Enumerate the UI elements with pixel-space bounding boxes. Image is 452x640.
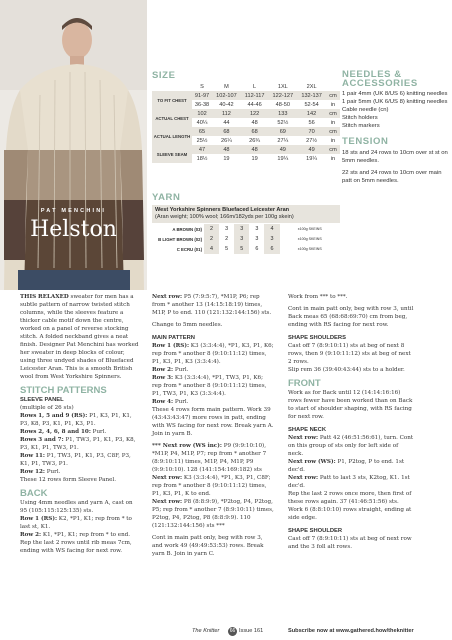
instruction-text: Change to 5mm needles. — [152, 322, 223, 328]
size-col-s: S — [200, 83, 204, 90]
main-pattern-heading: MAIN PATTERN — [152, 335, 195, 341]
instruction-text: Cast off 7 (8:9:10:11) sts at beg of next row and the 3 foll alt rows. — [288, 536, 412, 550]
instruction-text: (multiple of 26 sts) — [20, 405, 74, 411]
needles-sidebar — [342, 70, 448, 185]
instruction-text: Rep the last 2 rows once more, then first of these rows again. 37 (41:46:51:56) sts. — [288, 491, 412, 505]
table-cell: 52-54 — [304, 101, 319, 108]
table-cell: 19 — [223, 155, 230, 162]
table-cell: 65 — [198, 128, 206, 135]
instruction — [20, 539, 140, 555]
list-item: Stitch holders — [342, 115, 378, 121]
instruction-label: Row 11: — [20, 453, 45, 459]
yarn-row-label: A BROWN (03) — [172, 226, 202, 232]
instruction-text: Cast off 7 (8:9:10:11) sts at beg of next 8 rows, then 9 (9:10:11:12) sts at beg of next 2 rows. — [288, 343, 411, 365]
table-cell: 36-38 — [194, 101, 210, 108]
table-cell: 112 — [221, 110, 231, 117]
instruction — [20, 452, 140, 468]
table-cell: 25½ — [196, 137, 208, 144]
instruction-text: Using 4mm needles and yarn A, cast on 95 (105:115:125:135) sts. — [20, 500, 133, 514]
instruction-text: K1, *P1, K1; rep from * to end. — [41, 532, 131, 538]
instruction — [20, 428, 140, 436]
instruction — [288, 305, 414, 329]
instruction-label: Row 1 (RS): — [20, 516, 58, 522]
instruction-label: Row 2: — [20, 532, 42, 538]
instruction-text: Purl. — [173, 399, 189, 405]
yarn-description: (Aran weight; 100% wool; 166m/182yds per 100g skein) — [155, 214, 294, 220]
subscribe-link[interactable]: Subscribe now at www.gathered.how/theknitter — [288, 628, 414, 634]
table-cell: 40¼ — [196, 119, 208, 126]
instruction-text: P1, K3, P1, K1, P3, K8, P3, K1, P1, K3, P1. — [20, 413, 132, 427]
table-cell: 27½ — [306, 137, 318, 144]
instruction — [152, 534, 274, 558]
instruction — [288, 506, 414, 522]
table-cell: 49 — [279, 146, 286, 153]
column-1 — [20, 293, 140, 555]
instruction-label: Next row (WS): — [288, 459, 336, 465]
yarn-row-label: C ECRU (01) — [176, 246, 202, 252]
intro-text: sweater for men has a subtle pattern of narrow twisted stitch columns, while the sleeves feature a thicker cable motif down the centre, worked on a panel of reverse stocking stitch. A folded neckband gives a neat finish. Designer Pat Menchini has worked her sweater in deep blocks of colour, using three undyed shades of Bluefaced Leicester Aran. This is a smooth British wool from West Yorkshire Spinners. — [20, 294, 139, 380]
instruction-label: Next row: — [288, 475, 319, 481]
table-cell: 52½ — [277, 119, 289, 126]
instruction-text: Purl. — [90, 429, 107, 435]
intro-lead: THIS RELAXED — [20, 294, 69, 300]
size-heading: SIZE — [152, 70, 176, 81]
list-item: 1 pair 5mm (UK 6/US 8) knitting needles — [342, 99, 448, 105]
unit-cell: cm — [329, 146, 337, 153]
instruction-label: Next row: — [152, 499, 183, 505]
table-cell: 5 — [234, 244, 249, 254]
table-cell: 19¼ — [306, 155, 318, 162]
table-cell: 4 — [264, 224, 279, 234]
instruction — [152, 498, 274, 530]
table-cell: 102-107 — [216, 92, 237, 99]
instruction — [20, 499, 140, 515]
stitch-patterns-heading: STITCH PATTERNS — [20, 385, 107, 396]
table-cell: 44 — [223, 119, 230, 126]
instruction — [288, 389, 414, 421]
front-heading: FRONT — [288, 378, 321, 389]
instruction-text: Work 6 (8:8:10:10) rows straight, ending at side edge. — [288, 507, 412, 521]
table-cell: 18½ — [196, 155, 208, 162]
table-cell: 40-42 — [219, 101, 234, 108]
instruction — [20, 531, 140, 539]
yarn-title: West Yorkshire Spinners Bluefaced Leicester Aran — [155, 207, 290, 213]
instruction — [20, 404, 140, 412]
table-cell: 48 — [251, 146, 258, 153]
instruction — [152, 342, 274, 366]
instruction-label: *** Next row (WS inc): — [152, 443, 222, 449]
instruction-label: Next row: — [152, 475, 183, 481]
instruction-text: Rep the last 2 rows until rib meas 7cm, ending with WS facing for next row. — [20, 540, 132, 554]
table-cell: 5 — [225, 246, 229, 252]
sweater-photo-illustration — [0, 0, 147, 290]
instruction — [288, 293, 414, 301]
instruction — [288, 458, 414, 474]
size-col-1xl: 1XL — [277, 83, 288, 90]
instruction — [152, 398, 274, 406]
intro-paragraph — [20, 293, 140, 381]
yarn-info — [152, 205, 340, 223]
instruction-text: P9 (9:9:10:10), *M1P, P4, M1P, P7; rep from * another 7 (8:9:10:11) times, M1P, P4, M1P, P9 (9:9:10:10). 128 (141:154:169:182) sts — [152, 443, 267, 473]
instruction — [20, 476, 140, 484]
row-label-to-fit-chest: TO FIT CHEST — [157, 97, 187, 103]
table-cell: 19¼ — [277, 155, 289, 162]
table-cell: 3 — [234, 224, 249, 234]
instruction-text: P5 (7:9:5:7), *M1P, P6; rep from * another 13 (14:15:18:19) times, M1P, P to end. 110 (121:132:144:156) sts. — [152, 294, 272, 316]
table-cell: 70 — [308, 128, 315, 135]
column-2 — [152, 293, 274, 558]
instruction-label: Rows 2, 4, 6, 8 and 10: — [20, 429, 91, 435]
instruction-label: Next row: — [152, 294, 183, 300]
yarn-unit: x100g SKEINS — [297, 227, 322, 231]
instruction — [20, 468, 140, 476]
instruction — [288, 490, 414, 506]
table-cell: 68 — [223, 128, 230, 135]
instruction-text: P1, TW3, P1, K1, P3, C8F, P3, K1, P1, TW3, P1. — [20, 453, 131, 467]
issue-number: Issue 161 — [239, 628, 264, 634]
table-cell: 91-97 — [194, 92, 210, 99]
page-number: 66 — [229, 628, 236, 634]
row-label-actual-length: ACTUAL LENGTH — [153, 133, 191, 139]
table-cell: 122 — [249, 110, 260, 117]
table-cell: 2 — [204, 234, 219, 244]
list-item: 22 sts and 24 rows to 10cm over main patt on 5mm needles. — [342, 170, 442, 184]
table-cell: 6 — [264, 244, 279, 254]
unit-cell: cm — [329, 92, 337, 99]
size-col-2xl: 2XL — [306, 83, 317, 90]
instruction-text: Slip rem 36 (39:40:43:44) sts to a holder. — [288, 367, 405, 373]
table-cell: 48-50 — [275, 101, 290, 108]
unit-cell: in — [330, 137, 336, 144]
table-cell: 133 — [278, 110, 288, 117]
unit-cell: cm — [329, 110, 337, 117]
yarn-unit: x100g SKEINS — [297, 247, 322, 251]
table-cell: 122-127 — [272, 92, 294, 99]
list-item: 1 pair 4mm (UK 8/US 6) knitting needles — [342, 91, 448, 97]
pattern-title: Helston — [30, 217, 117, 242]
instruction — [152, 474, 274, 498]
instruction-text: K3 (3:3:4:4), *P1, TW3, P1, K6; rep from * another 8 (9:10:11:12) times, P1, TW3, P1, K3 (3:3:4:4). — [152, 375, 267, 397]
instruction-text: Patt to last 3 sts, K2tog, K1. 1st dec'd. — [288, 475, 410, 489]
instruction-text: These 12 rows form Sleeve Panel. — [20, 477, 116, 483]
designer-name: PAT MENCHINI — [40, 208, 107, 214]
table-cell: 26¾ — [249, 137, 261, 144]
yarn-heading: YARN — [152, 192, 181, 203]
unit-cell: cm — [329, 128, 337, 135]
instruction-label: Row 1 (RS): — [152, 343, 190, 349]
instruction-text: P1, TW3, P1, K1, P3, K8, P3, K1, P1, TW3, P1. — [20, 437, 136, 451]
table-cell: 112-117 — [244, 92, 265, 99]
yarn-table — [152, 224, 340, 254]
table-cell: 19 — [251, 155, 258, 162]
instruction-label: Row 4: — [152, 399, 174, 405]
footer — [0, 626, 452, 638]
instruction — [288, 366, 414, 374]
table-cell: 48 — [251, 119, 258, 126]
instruction-label: Row 2: — [152, 367, 174, 373]
table-cell: 27¼ — [277, 137, 289, 144]
instruction-label: Rows 1, 5 and 9 (RS): — [20, 413, 88, 419]
instruction-text: Cont in main patt only, beg with row 3, and work 49 (49:49:53:53) rows. Break yarn B. Join in yarn C. — [152, 535, 264, 557]
instruction — [152, 442, 274, 474]
table-cell: 2 — [204, 224, 219, 234]
table-cell: 69 — [279, 128, 286, 135]
instruction — [288, 535, 414, 551]
instruction-text: Cont in main patt only, beg with row 3, until Back meas 65 (68:68:69:70) cm from beg, ending with RS facing for next row. — [288, 306, 414, 328]
instruction-label: Rows 3 and 7: — [20, 437, 64, 443]
instruction — [20, 515, 140, 531]
list-item: 18 sts and 24 rows to 10cm over st st on 5mm needles. — [342, 150, 448, 164]
instruction — [288, 474, 414, 490]
row-label-actual-chest: ACTUAL CHEST — [155, 115, 189, 121]
instruction-text: K3 (3:3:4:4), *P1, K3, P1, K6; rep from * another 8 (9:10:11:12) times, P1, K3, P1, K3 (3:3:4:4). — [152, 343, 274, 365]
instruction — [152, 406, 274, 438]
size-table — [152, 82, 340, 163]
instruction-text: K2, *P1, K1; rep from * to last st, K1. — [20, 516, 132, 530]
unit-cell: in — [330, 119, 336, 126]
table-cell: 142 — [306, 110, 317, 117]
row-label-sleeve-seam: SLEEVE SEAM — [156, 151, 188, 157]
instruction-text: Purl. — [45, 469, 61, 475]
table-cell: 3 — [234, 234, 249, 244]
table-cell: 3 — [255, 236, 259, 242]
yarn-row-label: B LIGHT BROWN (02) — [158, 236, 202, 242]
column-3 — [288, 293, 414, 551]
magazine-name: The Knitter — [192, 628, 220, 634]
needles-heading: NEEDLES & ACCESSORIES — [342, 69, 418, 89]
instruction-text: Work from *** to ***. — [288, 294, 348, 300]
table-cell: 56 — [308, 119, 315, 126]
instruction — [288, 342, 414, 366]
table-cell: 2 — [225, 236, 229, 242]
instruction — [20, 412, 140, 428]
unit-cell: in — [330, 101, 336, 108]
table-cell: 49 — [308, 146, 315, 153]
unit-cell: in — [330, 155, 336, 162]
instruction — [152, 321, 274, 329]
table-cell: 4 — [204, 244, 219, 254]
model-photo — [0, 0, 147, 290]
instruction — [288, 434, 414, 458]
back-heading: BACK — [20, 488, 48, 499]
table-cell: 132-137 — [301, 92, 322, 99]
instruction-text: P8 (8:8:9:9), *P2tog, P4, P2tog, P5; rep from * another 7 (8:9:10:11) times, P2tog, P4, P2tog, P8 (8:8:9:9). 110 (121:132:144:156) sts *** — [152, 499, 274, 529]
table-cell: 47 — [198, 146, 206, 153]
table-cell: 44-46 — [247, 101, 262, 108]
instruction — [20, 436, 140, 452]
instruction — [152, 293, 274, 317]
instruction-label: Row 3: — [152, 375, 174, 381]
table-cell: 48 — [223, 146, 230, 153]
table-cell: 3 — [264, 234, 279, 244]
yarn-unit: x100g SKEINS — [297, 237, 322, 241]
instruction-label: Next row: — [288, 435, 319, 441]
instruction-text: P1, P2tog, P to end. 1st dec'd. — [288, 459, 405, 473]
sleeve-panel-heading: SLEEVE PANEL — [20, 397, 64, 403]
table-cell: 3 — [255, 226, 259, 232]
instruction-text: These 4 rows form main pattern. Work 39 (43:43:43:47) more rows in patt, ending with WS facing for next row. Break yarn A. Join in yarn B. — [152, 407, 274, 437]
size-col-l: L — [253, 83, 257, 90]
instruction — [152, 366, 274, 374]
shape-neck-heading: SHAPE NECK — [288, 427, 327, 433]
instruction-text: Patt 42 (46:51:56:61), turn. Cont on this group of sts only for left side of neck. — [288, 435, 414, 457]
size-col-m: M — [224, 83, 229, 90]
instruction-text: K3 (3:3:4:4), *P1, K3, P1, C8F; rep from * another 8 (9:10:11:12) times, P1, K3, P1, K to end. — [152, 475, 271, 497]
table-cell: 68 — [251, 128, 258, 135]
instruction — [152, 374, 274, 398]
table-cell: 102 — [197, 110, 207, 117]
tension-heading: TENSION — [342, 136, 389, 147]
instruction-label: Row 12: — [20, 469, 45, 475]
instruction-text: Work as for Back until 12 (14:14:16:16) rows fewer have been worked than on Back to start of shoulder shaping, with RS facing for next row. — [288, 390, 413, 420]
list-item: Stitch markers — [342, 123, 380, 129]
shape-shoulder-heading: SHAPE SHOULDER — [288, 528, 343, 534]
table-cell: 26¼ — [220, 137, 232, 144]
list-item: Cable needle (cn) — [342, 107, 389, 113]
table-cell: 3 — [225, 226, 229, 232]
table-cell: 6 — [255, 246, 259, 252]
shape-shoulders-heading: SHAPE SHOULDERS — [288, 335, 346, 341]
instruction-text: Purl. — [173, 367, 189, 373]
